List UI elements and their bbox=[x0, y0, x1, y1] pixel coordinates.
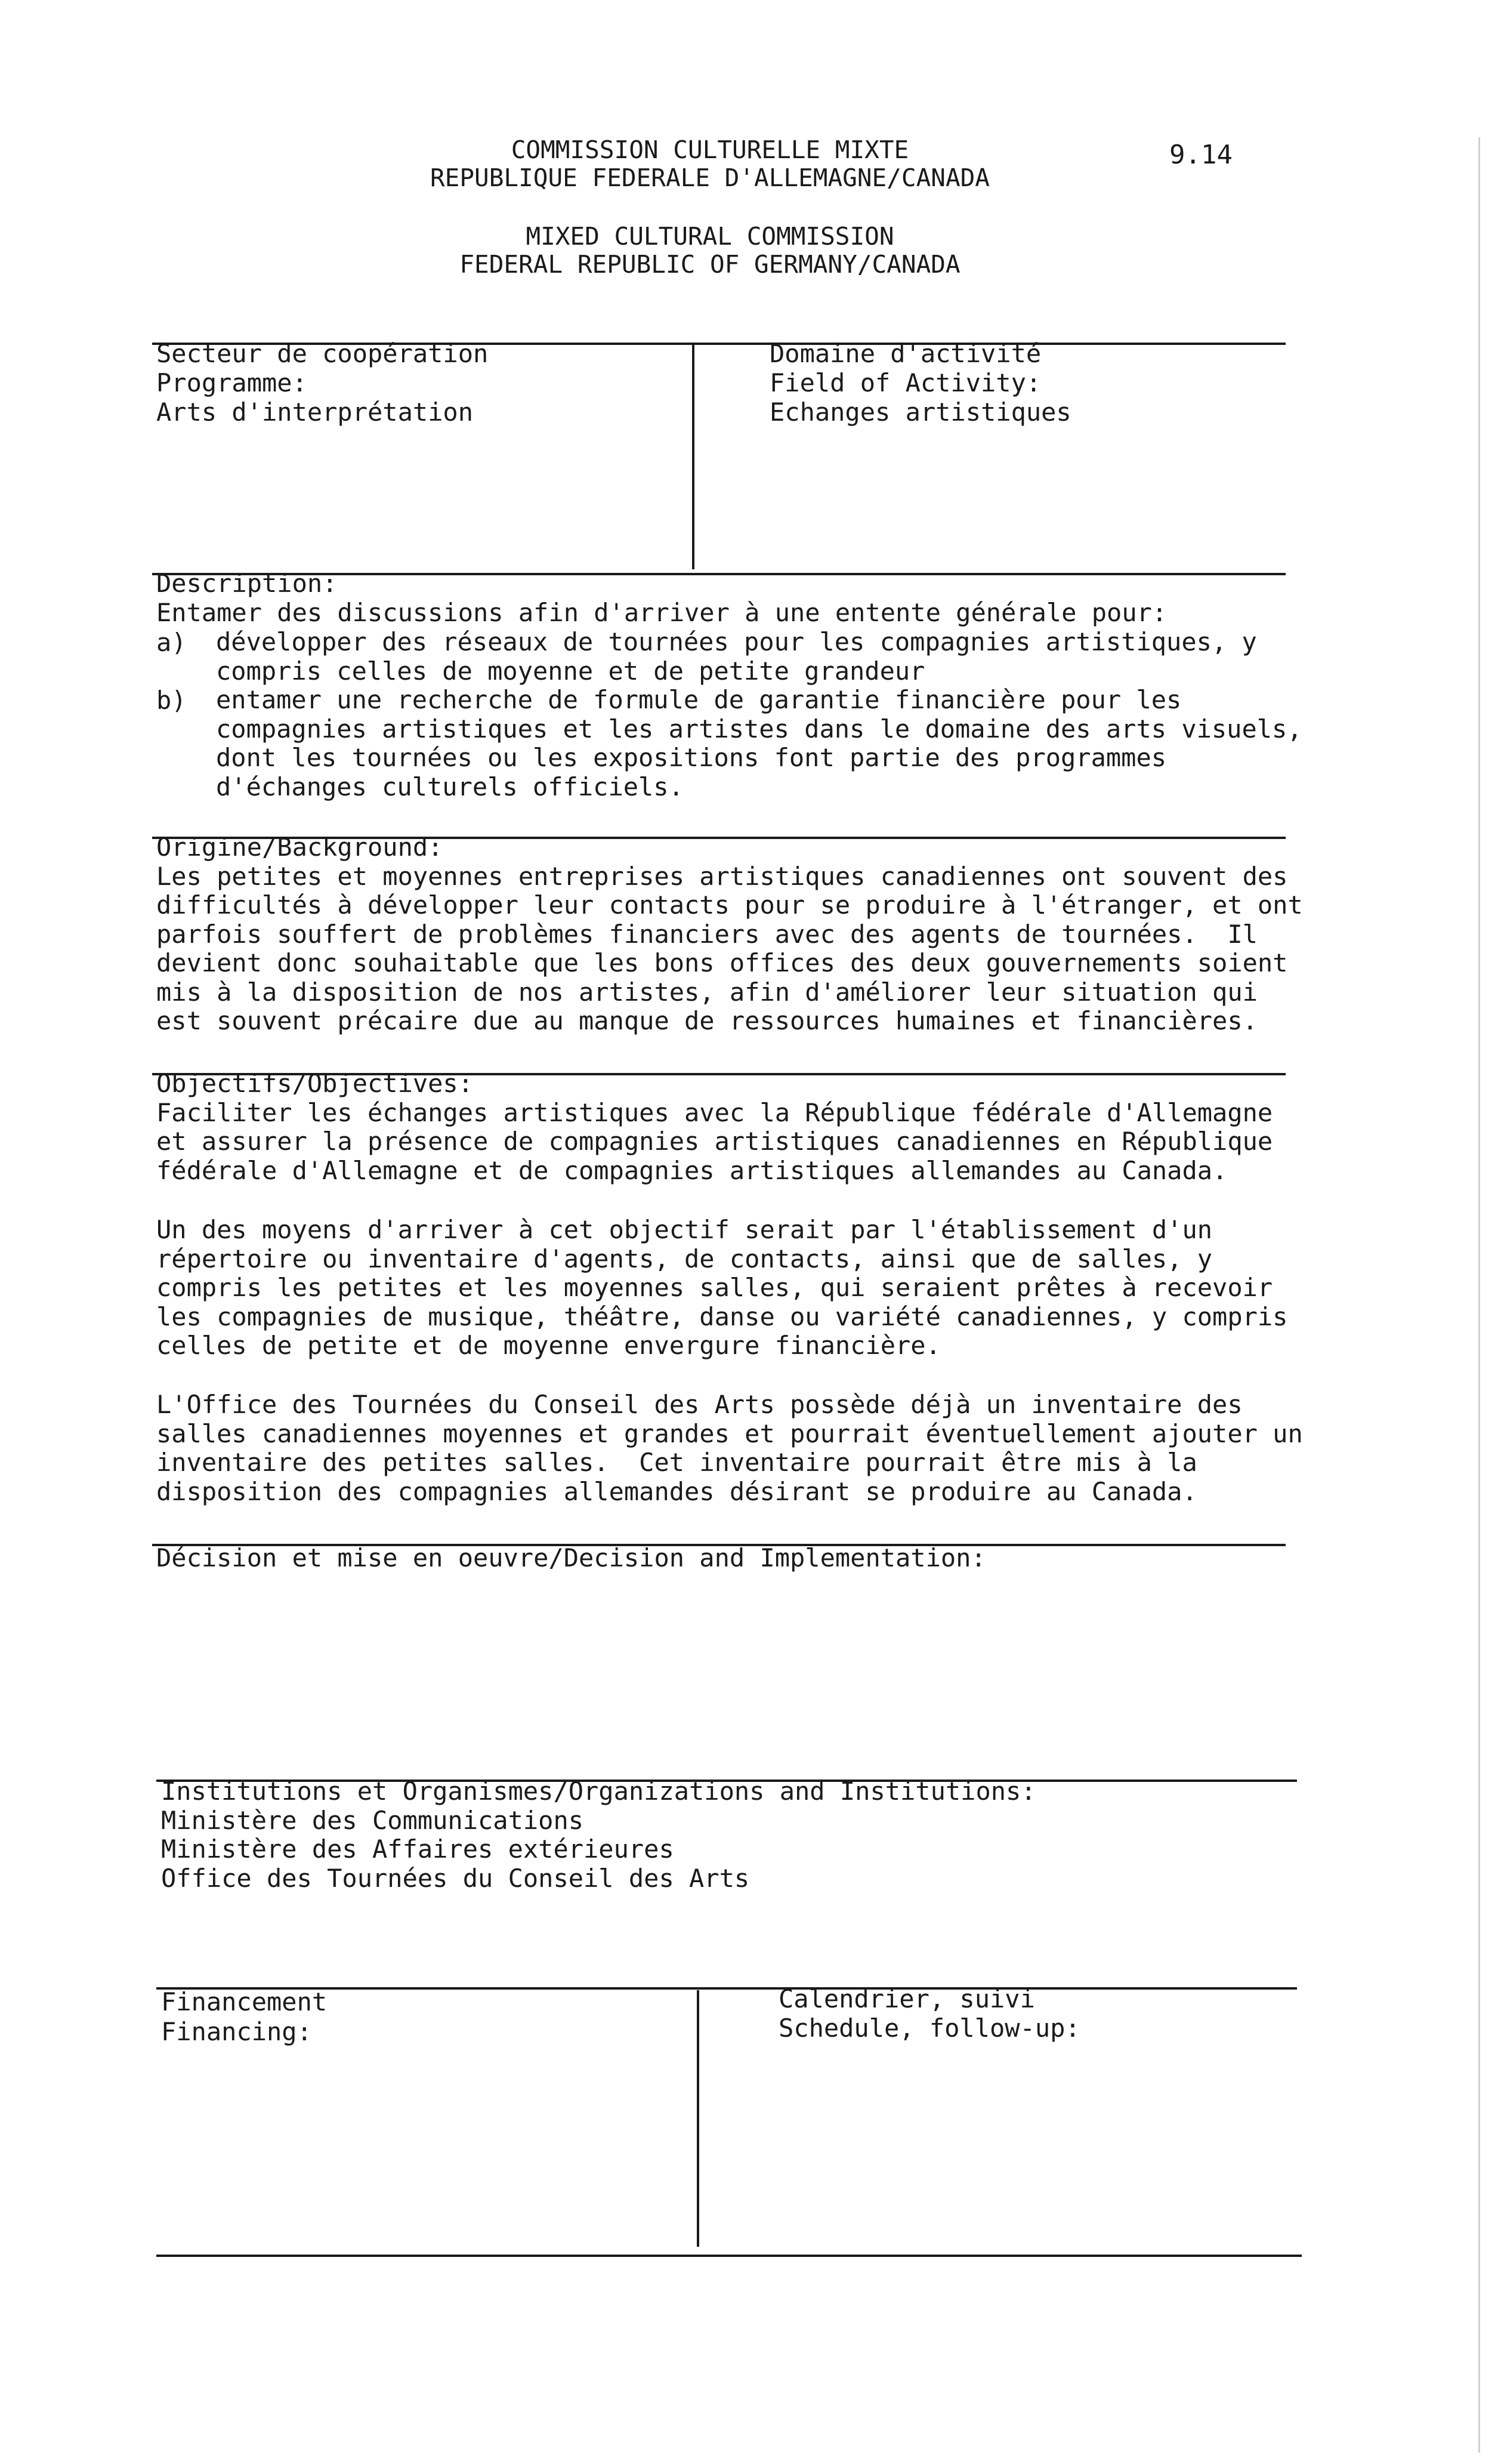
description-b-line: d'échanges culturels officiels. bbox=[216, 772, 684, 801]
objectives-paragraph-3 bbox=[156, 1390, 1303, 1506]
background-line: difficultés à développer leur contacts pour se produire à l'étranger, et ont bbox=[156, 890, 1303, 920]
description-a-marker: a) bbox=[156, 628, 187, 657]
objectives-paragraph-2 bbox=[156, 1216, 1287, 1361]
domain-value: Echanges artistiques bbox=[770, 397, 1071, 427]
description-item-a bbox=[216, 628, 1257, 686]
description-section bbox=[156, 569, 1167, 627]
institution-item: Office des Tournées du Conseil des Arts bbox=[161, 1863, 750, 1893]
divider-sector-domain bbox=[692, 343, 694, 569]
objectives-p2-line: celles de petite et de moyenne envergure financière. bbox=[156, 1331, 941, 1360]
institution-item: Ministère des Communications bbox=[161, 1805, 584, 1835]
description-b-line: compagnies artistiques et les artistes dans le domaine des arts visuels, bbox=[216, 714, 1302, 744]
description-heading: Description: bbox=[156, 569, 338, 598]
page-number: 9.14 bbox=[1169, 140, 1233, 170]
header-line-1: COMMISSION CULTURELLE MIXTE bbox=[511, 135, 909, 164]
description-intro: Entamer des discussions afin d'arriver à une entente générale pour: bbox=[156, 597, 1168, 627]
objectives-p3-line: salles canadiennes moyennes et grandes et pourrait éventuellement ajouter un bbox=[156, 1418, 1303, 1448]
sector-label-programme: Programme: bbox=[156, 368, 307, 397]
description-item-b bbox=[216, 686, 1302, 801]
header-line-3: MIXED CULTURAL COMMISSION bbox=[526, 222, 894, 251]
objectives-p2-line: Un des moyens d'arriver à cet objectif serait par l'établissement d'un bbox=[156, 1215, 1213, 1244]
objectives-p1-line: Faciliter les échanges artistiques avec la République fédérale d'Allemagne bbox=[156, 1097, 1273, 1127]
objectives-p2-line: compris les petites et les moyennes salles, qui seraient prêtes à recevoir bbox=[156, 1273, 1273, 1302]
financing-label-en: Financing: bbox=[161, 2017, 312, 2046]
schedule-label-fr: Calendrier, suivi bbox=[779, 1984, 1035, 2013]
objectives-p3-line: L'Office des Tournées du Conseil des Arts possède déjà un inventaire des bbox=[156, 1390, 1243, 1419]
rule-financing-top bbox=[156, 1987, 1297, 1990]
sector-value: Arts d'interprétation bbox=[156, 397, 474, 427]
objectives-p2-line: les compagnies de musique, théâtre, danse ou variété canadiennes, y compris bbox=[156, 1302, 1288, 1331]
description-b-marker: b) bbox=[156, 686, 187, 715]
objectives-heading: Objectifs/Objectives: bbox=[156, 1069, 474, 1098]
background-line: est souvent précaire due au manque de ressources humaines et financières. bbox=[156, 1006, 1258, 1035]
institution-item: Ministère des Affaires extérieures bbox=[161, 1834, 674, 1864]
background-section bbox=[156, 833, 1303, 1036]
header-line-4: FEDERAL REPUBLIC OF GERMANY/CANADA bbox=[459, 250, 961, 279]
description-b-line: entamer une recherche de formule de garantie financière pour les bbox=[216, 685, 1182, 714]
description-a-line: développer des réseaux de tournées pour les compagnies artistiques, y bbox=[216, 627, 1257, 656]
objectives-p3-line: disposition des compagnies allemandes désirant se produire au Canada. bbox=[156, 1476, 1197, 1506]
institutions-heading: Institutions et Organismes/Organizations and Institutions: bbox=[161, 1777, 1036, 1806]
background-heading: Origine/Background: bbox=[156, 832, 443, 862]
domain-label-fr: Domaine d'activité bbox=[770, 339, 1042, 368]
domain-label-en: Field of Activity: bbox=[770, 368, 1042, 397]
objectives-p2-line: répertoire ou inventaire d'agents, de contacts, ainsi que de salles, y bbox=[156, 1244, 1213, 1273]
objectives-section bbox=[156, 1069, 1273, 1185]
header-line-2: REPUBLIQUE FEDERALE D'ALLEMAGNE/CANADA bbox=[430, 164, 990, 192]
background-line: Les petites et moyennes entreprises artistiques canadiennes ont souvent des bbox=[156, 861, 1288, 891]
institutions-section bbox=[161, 1777, 1036, 1893]
description-b-line: dont les tournées ou les expositions font partie des programmes bbox=[216, 743, 1167, 772]
objectives-p3-line: inventaire des petites salles. Cet inventaire pourrait être mis à la bbox=[156, 1448, 1197, 1477]
background-line: devient donc souhaitable que les bons offices des deux gouvernements soient bbox=[156, 948, 1288, 977]
objectives-p1-line: fédérale d'Allemagne et de compagnies artistiques allemandes au Canada. bbox=[156, 1155, 1228, 1185]
page-edge-shadow bbox=[1478, 137, 1480, 2453]
rule-bottom bbox=[156, 2255, 1302, 2257]
background-line: mis à la disposition de nos artistes, afin d'améliorer leur situation qui bbox=[156, 977, 1258, 1007]
decision-heading: Décision et mise en oeuvre/Decision and Implementation: bbox=[156, 1543, 986, 1572]
description-a-line: compris celles de moyenne et de petite grandeur bbox=[216, 656, 925, 686]
objectives-p1-line: et assurer la présence de compagnies artistiques canadiennes en République bbox=[156, 1127, 1273, 1156]
sector-label-fr: Secteur de coopération bbox=[156, 339, 489, 368]
background-line: parfois souffert de problèmes financiers avec des agents de tournées. Il bbox=[156, 919, 1258, 949]
schedule-label-en: Schedule, follow-up: bbox=[779, 2013, 1080, 2043]
financing-label-fr: Financement bbox=[161, 1987, 328, 2016]
divider-financing-schedule bbox=[697, 1990, 699, 2247]
